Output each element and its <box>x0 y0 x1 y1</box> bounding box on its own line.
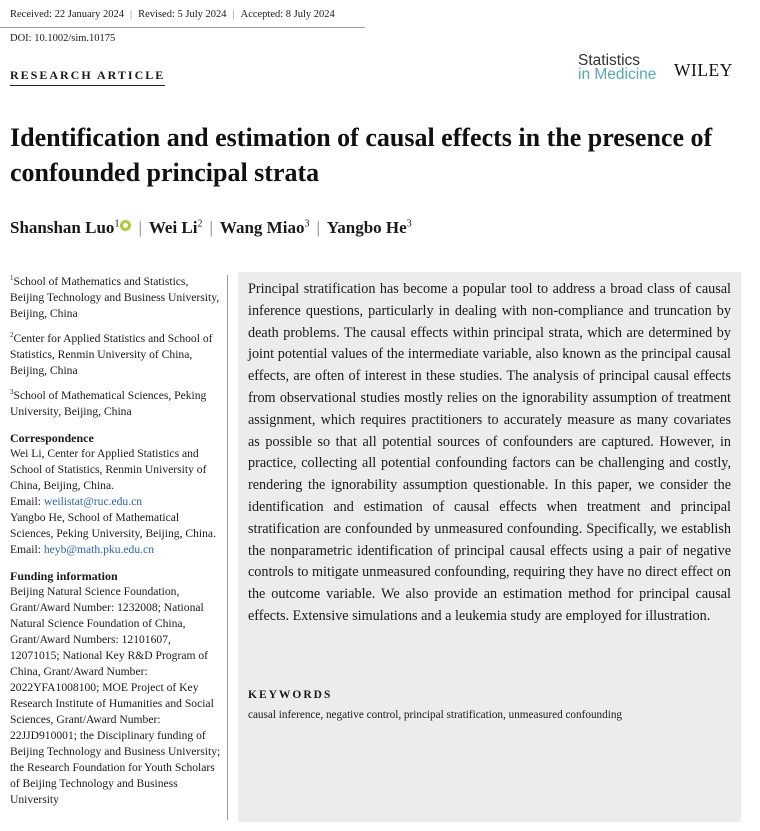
email-line-1 <box>10 494 222 510</box>
author-affil-sup: 3 <box>304 218 310 230</box>
keywords-list: causal inference, negative control, principal stratification, unmeasured confounding <box>248 709 623 721</box>
journal-logo-line2: in Medicine <box>578 66 657 83</box>
affiliation-num: 1 <box>10 274 14 282</box>
author-list <box>10 218 412 238</box>
article-title: Identification and estimation of causal effects in the presence of confounded principal strata <box>10 123 713 187</box>
funding-text: Beijing Natural Science Foundation, Grant/Award Number: 1232008; National Natural Science Foundation of China, Grant/Award Numbers: 12101607, 12071015; National Key R&D Program of China, Grant/Award Number: 2022YFA1008100; MOE Project of Key Research Institute of Humanities and Social Sciences, Grant/Award Number: 22JJD910001; the Disciplinary funding of Beijing Technology and Business University; the Research Foundation for Youth Scholars of Beijing Technology and Business University <box>10 584 221 806</box>
author-name[interactable]: Shanshan Luo <box>10 218 115 237</box>
author-affil-sup: 2 <box>197 218 203 230</box>
email-line-2 <box>10 542 222 558</box>
author-name[interactable]: Yangbo He <box>326 218 407 237</box>
keywords-heading: KEYWORDS <box>248 689 333 701</box>
divider: | <box>232 9 235 20</box>
correspondence-2: Yangbo He, School of Mathematical Sciences, Peking University, Beijing, China. <box>10 510 216 540</box>
revised-date: Revised: 5 July 2024 <box>138 9 227 20</box>
affiliation <box>10 384 222 420</box>
accepted-date: Accepted: 8 July 2024 <box>240 9 335 20</box>
funding-heading: Funding information <box>10 568 118 583</box>
author-affil-sup: 1 <box>114 218 120 230</box>
email-label: Email: <box>10 494 41 508</box>
affiliation-text: School of Mathematical Sciences, Peking University, Beijing, China <box>10 388 207 418</box>
divider: | <box>138 218 142 237</box>
column-divider <box>227 275 228 820</box>
divider: | <box>130 9 133 20</box>
author-name[interactable]: Wang Miao <box>219 218 305 237</box>
email-link-2[interactable]: heyb@math.pku.edu.cn <box>43 542 154 556</box>
divider: | <box>209 218 213 237</box>
sidebar-info <box>10 270 222 808</box>
header-rule <box>0 27 365 28</box>
journal-logo-line1: Statistics <box>578 52 641 69</box>
affiliation-text: Center for Applied Statistics and School of Statistics, Renmin University of China, Beijing, China <box>10 331 213 377</box>
affiliation-num: 3 <box>10 387 14 396</box>
submission-dates <box>10 9 335 20</box>
email-label: Email: <box>10 542 41 556</box>
correspondence-heading: Correspondence <box>10 430 94 445</box>
correspondence-1: Wei Li, Center for Applied Statistics and School of Statistics, Renmin University of China, Beijing, China. <box>10 446 207 492</box>
affiliation <box>10 270 222 322</box>
orcid-icon[interactable] <box>120 220 131 231</box>
author-affil-sup: 3 <box>406 218 412 230</box>
author-name[interactable]: Wei Li <box>148 218 198 237</box>
abstract-text: Principal stratification has become a popular tool to address a broad class of causal inference questions, particularly in dealing with non-compliance and truncation by death problems. The causal effects within principal strata, which are determined by joint potential values of the intermediate variable, also known as the principal causal effects, are often of interest in these studies. The analysis of principal causal effects from observational studies mostly relies on the ignorability assumption of treatment assignment, which requires practitioners to accurately measure as many covariates as possible so that all potential sources of confounders are captured. However, in practice, collecting all potential confounding factors can be challenging and costly, rendering the ignorability assumption questionable. In this paper, we consider the identification and estimation of causal effects when treatment and principal stratification are confounded by unmeasured confounding. Specifically, we establish the nonparametric identification of principal causal effects using a pair of negative controls to mitigate unmeasured confounding, requiring they have no direct effect on the outcome variable. We also provide an estimation method for principal causal effects. Extensive simulations and a leukemia study are employed for illustration. <box>248 281 731 624</box>
received-date: Received: 22 January 2024 <box>10 9 125 20</box>
journal-logo[interactable] <box>578 54 656 82</box>
affiliation-num: 2 <box>10 330 14 339</box>
article-type: RESEARCH ARTICLE <box>10 68 165 86</box>
publisher-logo[interactable]: WILEY <box>674 60 733 80</box>
doi[interactable]: DOI: 10.1002/sim.10175 <box>10 33 116 44</box>
affiliation-text: School of Mathematics and Statistics, Beijing Technology and Business University, Beijing, China <box>10 274 220 320</box>
affiliation <box>10 327 222 379</box>
divider: | <box>316 218 320 237</box>
email-link-1[interactable]: weilistat@ruc.edu.cn <box>43 494 143 508</box>
